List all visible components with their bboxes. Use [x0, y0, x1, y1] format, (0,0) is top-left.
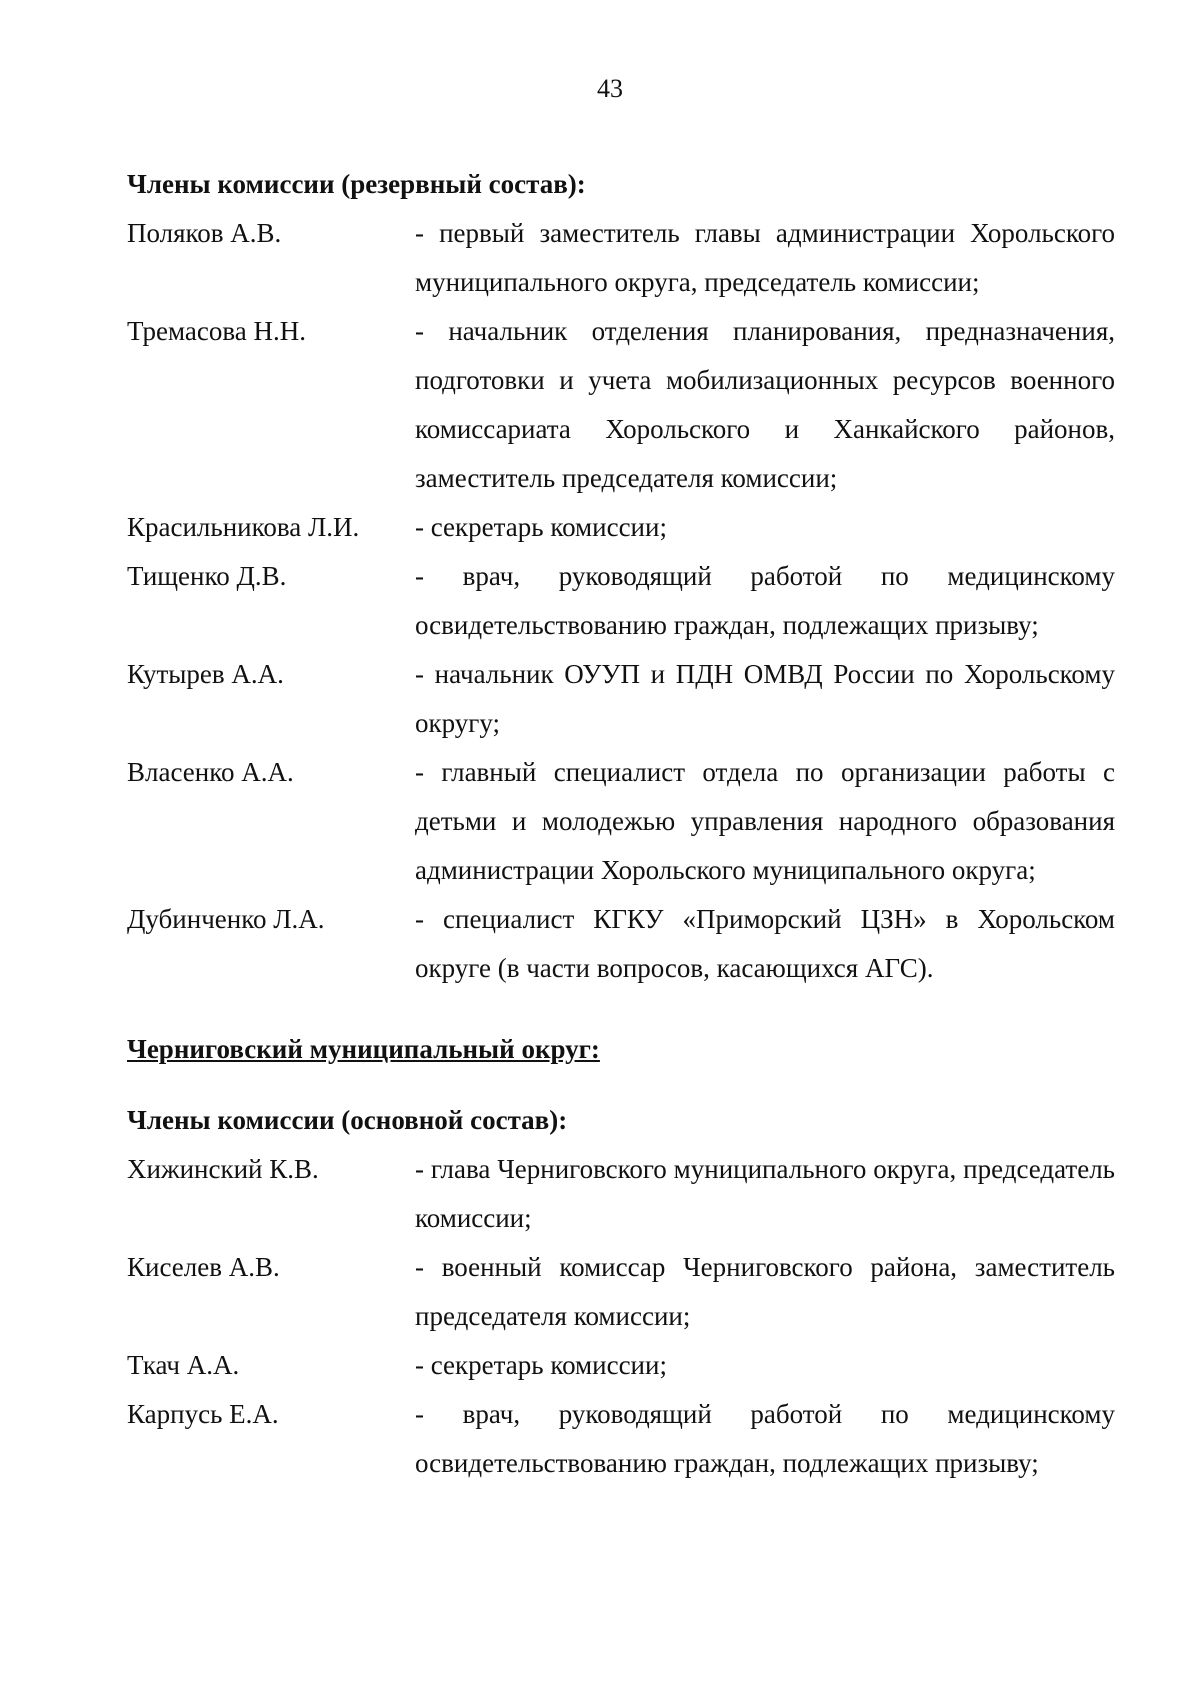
member-row: [127, 895, 1115, 993]
member-role: - военный комиссар Черниговского района, заместитель председателя комиссии;: [415, 1252, 1115, 1331]
member-name: Тищенко Д.В.: [127, 561, 287, 591]
member-role: - врач, руководящий работой по медицинскому освидетельствованию граждан, подлежащих призыву;: [415, 1399, 1115, 1478]
member-role: - специалист КГКУ «Приморский ЦЗН» в Хорольском округе (в части вопросов, касающихся АГС).: [415, 904, 1115, 983]
member-row: [127, 1243, 1115, 1341]
page-number: 43: [597, 74, 623, 103]
member-row: [127, 1145, 1115, 1243]
member-role: - начальник ОУУП и ПДН ОМВД России по Хорольскому округу;: [415, 659, 1115, 738]
member-row: [127, 503, 1115, 552]
member-role: - начальник отделения планирования, предназначения, подготовки и учета мобилизационных ресурсов военного комиссариата Хорольского и Ханкайского районов, заместитель председателя комиссии;: [415, 316, 1115, 493]
member-role: - врач, руководящий работой по медицинскому освидетельствованию граждан, подлежащих призыву;: [415, 561, 1115, 640]
section-heading-main: Члены комиссии (основной состав):: [127, 1105, 568, 1135]
member-row: [127, 307, 1115, 503]
member-role: - секретарь комиссии;: [415, 512, 667, 542]
member-row: [127, 209, 1115, 307]
member-row: [127, 650, 1115, 748]
member-role: - глава Черниговского муниципального округа, председатель комиссии;: [415, 1154, 1115, 1233]
document-body: [127, 160, 1115, 1488]
member-name: Власенко А.А.: [127, 757, 294, 787]
member-name: Карпусь Е.А.: [127, 1399, 279, 1429]
member-role: - секретарь комиссии;: [415, 1350, 667, 1380]
member-name: Тремасова Н.Н.: [127, 316, 306, 346]
section-heading-reserve: Члены комиссии (резервный состав):: [127, 169, 586, 199]
member-role: - первый заместитель главы администрации Хорольского муниципального округа, председатель комиссии;: [415, 218, 1115, 297]
member-name: Ткач А.А.: [127, 1350, 240, 1380]
member-row: [127, 1341, 1115, 1390]
spacer: [127, 1074, 1115, 1096]
member-row: [127, 552, 1115, 650]
member-name: Красильникова Л.И.: [127, 512, 360, 542]
member-name: Киселев А.В.: [127, 1252, 280, 1282]
member-name: Поляков А.В.: [127, 218, 282, 248]
spacer: [127, 993, 1115, 1025]
member-row: [127, 748, 1115, 895]
member-name: Кутырев А.А.: [127, 659, 284, 689]
district-heading: Черниговский муниципальный округ:: [127, 1034, 600, 1064]
member-name: Дубинченко Л.А.: [127, 904, 325, 934]
member-name: Хижинский К.В.: [127, 1154, 319, 1184]
member-row: [127, 1390, 1115, 1488]
member-role: - главный специалист отдела по организации работы с детьми и молодежью управления народного образования администрации Хорольского муниципального округа;: [415, 757, 1115, 885]
